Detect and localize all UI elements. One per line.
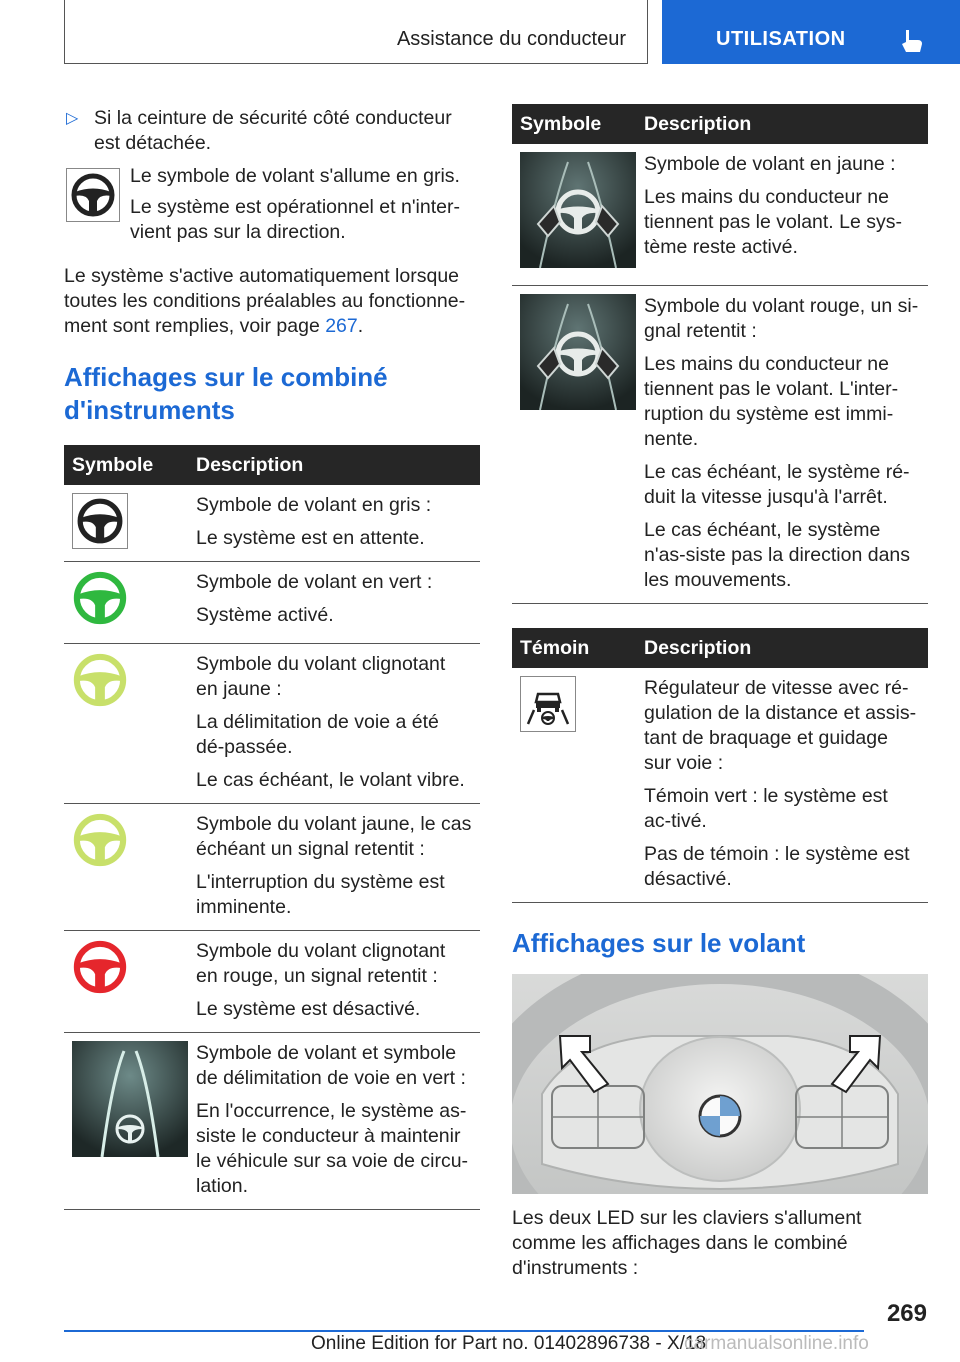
page-number: 269 (886, 1300, 927, 1327)
row-text: Système activé. (196, 604, 334, 626)
table-row (64, 644, 480, 804)
hands-off-red-display-icon (520, 294, 636, 410)
row-text: Symbole de volant et symbole de délimitation de voie en vert : (196, 1042, 466, 1089)
column-header-description: Description (188, 445, 480, 485)
note-block (64, 164, 480, 252)
driving-assistant-indicator-icon (520, 676, 576, 732)
bullet-item (64, 106, 480, 156)
column-header-indicator: Témoin (512, 628, 636, 668)
steering-wheel-caption: Les deux LED sur les claviers s'allument comme les affichages dans le combiné d'instruments : (512, 1207, 862, 1279)
steering-wheel-gray-icon (66, 168, 120, 222)
row-text: Symbole de volant en jaune : (644, 153, 896, 175)
row-text: En l'occurrence, le système as-siste le conducteur à maintenir le véhicule sur sa voie de circu-lation. (196, 1100, 469, 1197)
table-row (512, 668, 928, 903)
row-text: Le système est désactivé. (196, 998, 421, 1020)
row-text: Symbole du volant jaune, le cas échéant un signal retentit : (196, 813, 472, 860)
row-text: Régulateur de vitesse avec ré-gulation de la distance et assis-tant de braquage et guidage sur voie : (644, 677, 917, 774)
page-reference-link[interactable]: 267 (325, 315, 358, 337)
bullet-text: Si la ceinture de sécurité côté conducteur est détachée. (94, 107, 452, 154)
row-text: Symbole du volant rouge, un si-gnal retentit : (644, 295, 919, 342)
row-text: Pas de témoin : le système est désactivé. (644, 843, 910, 890)
row-text: Symbole de volant en gris : (196, 494, 432, 516)
table-row (64, 931, 480, 1033)
row-text: Les mains du conducteur ne tiennent pas le volant. L'inter-ruption du système est immi-nente. (644, 353, 899, 450)
column-header-symbol: Symbole (512, 104, 636, 144)
table-row (512, 286, 928, 604)
indicator-table (512, 628, 928, 903)
column-header-description: Description (636, 104, 928, 144)
row-text: Le cas échéant, le volant vibre. (196, 769, 465, 791)
left-column (64, 106, 480, 1210)
row-text: Témoin vert : le système est ac-tivé. (644, 785, 888, 832)
note-line-1: Le symbole de volant s'allume en gris. (130, 165, 460, 187)
section-heading-steering-wheel: Affichages sur le volant (512, 928, 806, 958)
steering-wheel-gray-icon (72, 493, 128, 549)
symbol-table-instruments (64, 445, 480, 1210)
symbol-table-hands-off (512, 104, 928, 604)
note-line-2: Le système est opérationnel et n'inter-vient pas sur la direction. (130, 196, 460, 243)
section-title: Assistance du conducteur (396, 28, 626, 50)
row-text: Les mains du conducteur ne tiennent pas le volant. Le sys-tème reste activé. (644, 186, 902, 258)
section-heading-instruments: Affichages sur le combiné d'instruments (64, 362, 388, 425)
pointing-hand-icon (898, 28, 924, 54)
table-row (64, 1033, 480, 1210)
row-text: Le système est en attente. (196, 527, 425, 549)
column-header-description: Description (636, 628, 928, 668)
table-row (64, 804, 480, 931)
steering-wheel-yellow-blinking-icon (72, 652, 128, 708)
row-text: Symbole de volant en vert : (196, 571, 433, 593)
column-header-symbol: Symbole (64, 445, 188, 485)
chapter-title: UTILISATION (716, 28, 846, 50)
lane-display-icon (72, 1041, 188, 1157)
row-text: Le cas échéant, le système n'as-siste pas la direction dans les mouvements. (644, 519, 911, 591)
row-text: La délimitation de voie a été dé-passée. (196, 711, 439, 758)
activation-text: Le système s'active automatiquement lorsque toutes les conditions préalables au fonctionne-ment sont remplies, voir page (64, 265, 466, 337)
hands-off-yellow-display-icon (520, 152, 636, 268)
table-row (64, 562, 480, 644)
triangle-bullet-icon: ▷ (66, 110, 79, 127)
edition-note: Online Edition for Part no. 01402896738 - X/18 (311, 1333, 707, 1354)
table-row (64, 485, 480, 562)
activation-period: . (357, 315, 364, 337)
chapter-tab[interactable] (662, 0, 960, 64)
watermark: carmanualsonline.info (684, 1333, 869, 1354)
activation-paragraph (64, 264, 480, 339)
steering-wheel-yellow-icon (72, 812, 128, 868)
steering-wheel-green-icon (72, 570, 128, 626)
right-column (512, 104, 928, 1281)
steering-wheel-red-blinking-icon (72, 939, 128, 995)
footer-rule (64, 1330, 864, 1332)
row-text: L'interruption du système est imminente. (196, 871, 445, 918)
row-text: Le cas échéant, le système ré-duit la vitesse jusqu'à l'arrêt. (644, 461, 910, 508)
table-row (512, 144, 928, 286)
row-text: Symbole du volant clignotant en rouge, un signal retentit : (196, 940, 446, 987)
row-text: Symbole du volant clignotant en jaune : (196, 653, 446, 700)
steering-wheel-photo (512, 974, 928, 1194)
